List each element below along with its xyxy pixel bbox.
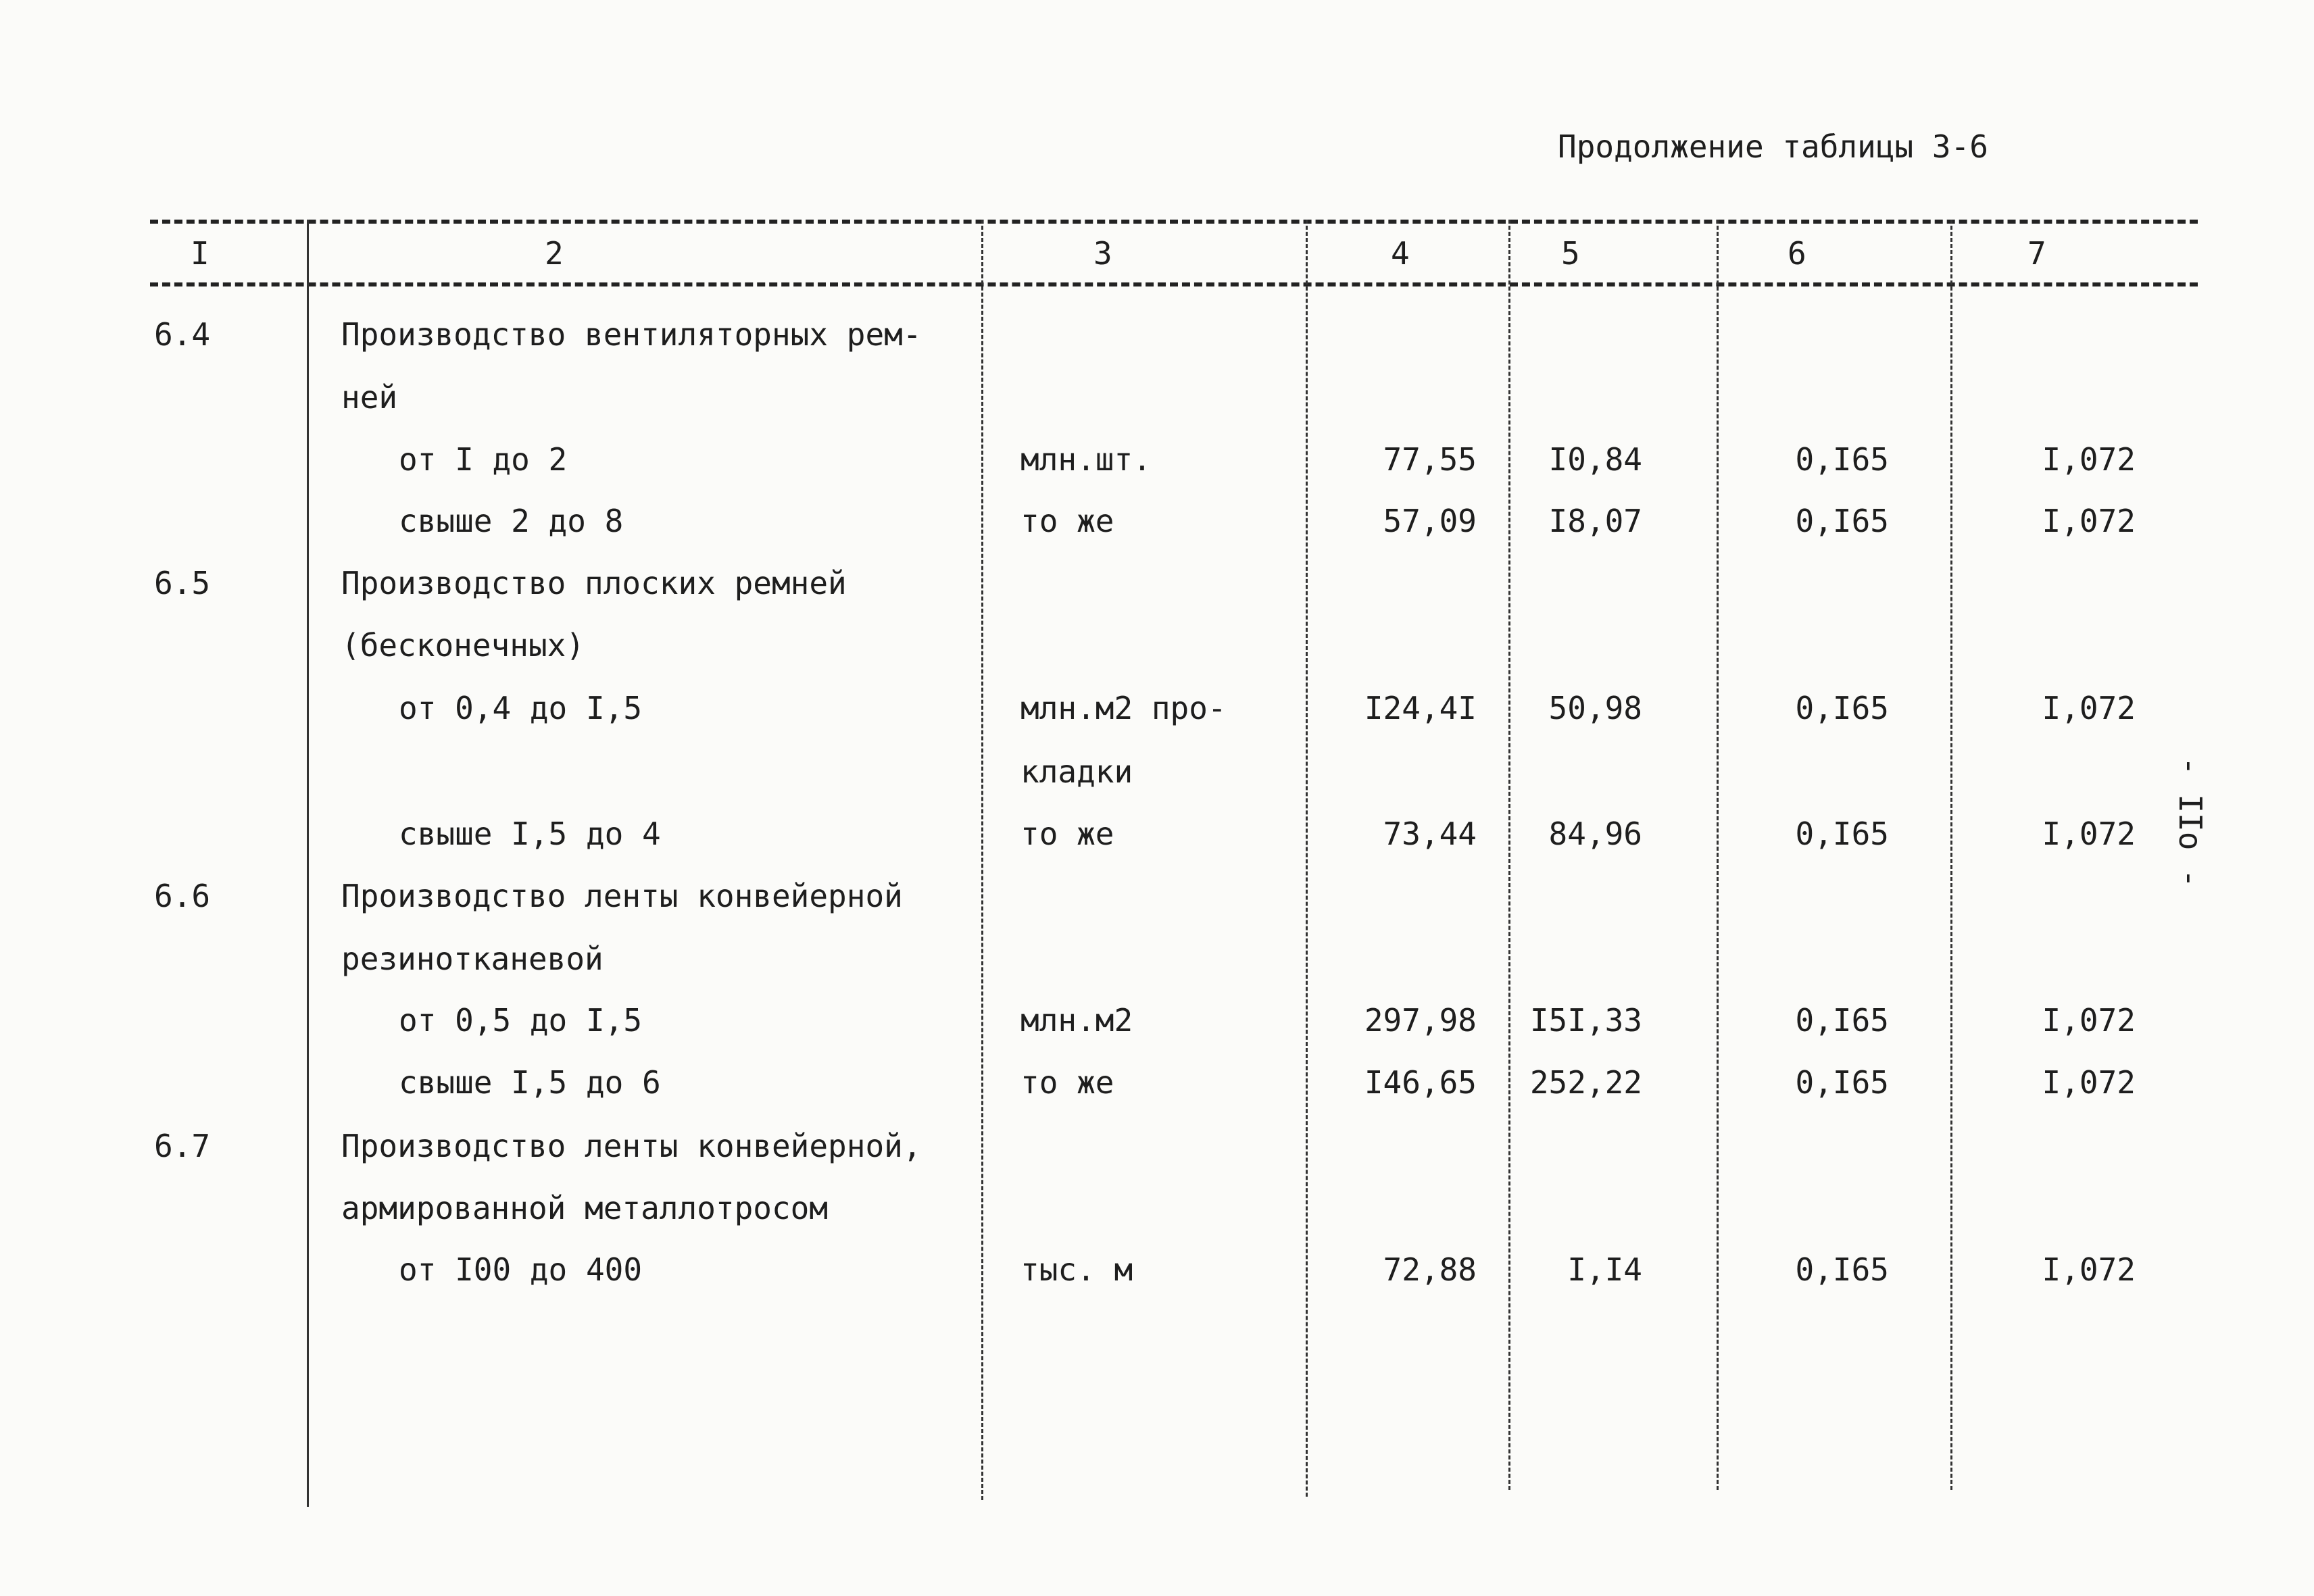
cell-col-6: 0,I65 — [1795, 503, 1889, 539]
column-rule-5 — [1717, 220, 1719, 1490]
cell-col-5: 50,98 — [1548, 690, 1642, 726]
cell-col-6: 0,I65 — [1795, 1002, 1889, 1039]
header-col-1: I — [191, 235, 210, 272]
cell-col-2: от 0,4 до I,5 — [399, 690, 643, 726]
cell-col-7: I,072 — [2042, 503, 2136, 539]
cell-col-2: свыше 2 до 8 — [399, 503, 624, 539]
cell-col-4: 73,44 — [1383, 816, 1477, 852]
cell-col-3: то же — [1020, 1064, 1114, 1101]
cell-col-7: I,072 — [2042, 1251, 2136, 1288]
cell-col-4: I46,65 — [1364, 1064, 1477, 1101]
cell-col-2: от 0,5 до I,5 — [399, 1002, 643, 1039]
cell-col-5: 252,22 — [1529, 1064, 1642, 1101]
column-rule-6 — [1950, 220, 1952, 1490]
cell-col-4: 297,98 — [1364, 1002, 1477, 1039]
cell-col-2: свыше I,5 до 6 — [399, 1064, 661, 1101]
cell-col-2: Производство вентиляторных рем- — [341, 316, 922, 353]
cell-col-3: то же — [1020, 816, 1114, 852]
column-rule-3 — [1306, 220, 1308, 1497]
cell-col-7: I,072 — [2042, 1064, 2136, 1101]
cell-col-7: I,072 — [2042, 441, 2136, 478]
cell-col-5: I0,84 — [1548, 441, 1642, 478]
cell-col-7: I,072 — [2042, 1002, 2136, 1039]
cell-col-1: 6.6 — [154, 878, 211, 914]
cell-col-2: резинотканевой — [341, 941, 604, 977]
header-col-3: 3 — [1093, 235, 1112, 272]
header-col-7: 7 — [2027, 235, 2046, 272]
header-bottom-rule — [150, 282, 2198, 286]
column-rule-4 — [1508, 220, 1510, 1490]
cell-col-2: свыше I,5 до 4 — [399, 816, 661, 852]
table-caption: Продолжение таблицы 3-6 — [1558, 128, 1988, 165]
cell-col-1: 6.4 — [154, 316, 211, 353]
cell-col-2: от I до 2 — [399, 441, 568, 478]
cell-col-2: от I00 до 400 — [399, 1251, 643, 1288]
cell-col-2: Производство ленты конвейерной, — [341, 1128, 922, 1164]
cell-col-3: тыс. м — [1020, 1251, 1133, 1288]
cell-col-6: 0,I65 — [1795, 816, 1889, 852]
cell-col-1: 6.7 — [154, 1128, 211, 1164]
cell-col-4: 57,09 — [1383, 503, 1477, 539]
column-rule-1 — [307, 220, 309, 1507]
cell-col-5: I8,07 — [1548, 503, 1642, 539]
cell-col-2: (бесконечных) — [341, 627, 585, 664]
header-top-rule — [150, 220, 2198, 224]
cell-col-1: 6.5 — [154, 565, 211, 601]
page-number: - IIo - — [2172, 757, 2209, 888]
cell-col-6: 0,I65 — [1795, 1251, 1889, 1288]
cell-col-4: I24,4I — [1364, 690, 1477, 726]
cell-col-3: млн.м2 про- — [1020, 690, 1227, 726]
header-col-6: 6 — [1788, 235, 1806, 272]
cell-col-3: то же — [1020, 503, 1114, 539]
cell-col-3: млн.м2 — [1020, 1002, 1133, 1039]
cell-col-3: млн.шт. — [1020, 441, 1152, 478]
cell-col-6: 0,I65 — [1795, 441, 1889, 478]
header-col-2: 2 — [545, 235, 564, 272]
cell-col-4: 72,88 — [1383, 1251, 1477, 1288]
cell-col-5: 84,96 — [1548, 816, 1642, 852]
cell-col-7: I,072 — [2042, 816, 2136, 852]
cell-col-2: Производство ленты конвейерной — [341, 878, 903, 914]
cell-col-4: 77,55 — [1383, 441, 1477, 478]
cell-col-5: I5I,33 — [1529, 1002, 1642, 1039]
cell-col-2: ней — [341, 379, 398, 416]
header-col-5: 5 — [1561, 235, 1580, 272]
cell-col-3: кладки — [1020, 753, 1133, 790]
cell-col-2: Производство плоских ремней — [341, 565, 847, 601]
cell-col-7: I,072 — [2042, 690, 2136, 726]
cell-col-6: 0,I65 — [1795, 690, 1889, 726]
cell-col-5: I,I4 — [1567, 1251, 1642, 1288]
cell-col-6: 0,I65 — [1795, 1064, 1889, 1101]
header-col-4: 4 — [1391, 235, 1410, 272]
cell-col-2: армированной металлотросом — [341, 1190, 829, 1226]
column-rule-2 — [981, 220, 983, 1500]
